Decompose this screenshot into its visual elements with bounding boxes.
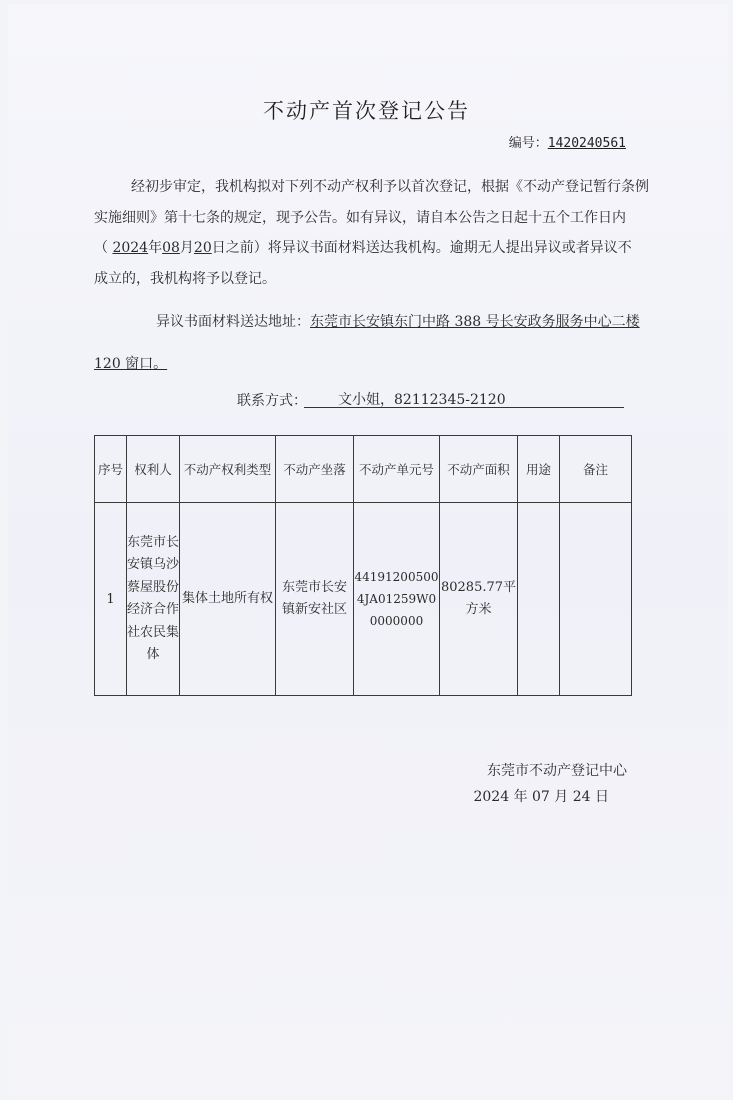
cell-location: 东莞市长安镇新安社区 [276,503,354,696]
header-holder: 权利人 [127,436,180,503]
cell-remark [560,503,632,696]
deadline-month-unit: 月 [179,240,194,256]
deadline-day: 20 [193,240,212,256]
body-line-3 [94,233,634,264]
table-header-row [95,436,632,503]
issue-date: 2024 年 07 月 24 日 [473,789,609,805]
address-value-2: 120 窗口。 [94,356,168,372]
cell-unit-no: 441912005004JA01259W00000000 [354,503,440,696]
notice-body [94,172,649,294]
document-number-value: 1420240561 [547,136,626,151]
objection-address [94,301,640,385]
body-line-3-start: （ [94,240,113,256]
contact-value: 文小姐，82112345-2120 [338,392,506,408]
header-remark: 备注 [560,436,632,503]
body-line-2: 实施细则》第十七条的规定，现予公告。如有异议，请自本公告之日起十五个工作日内 [94,209,626,226]
deadline-month: 08 [162,240,180,256]
document-number [509,132,626,151]
contact-label: 联系方式： [237,393,307,409]
document-number-label: 编号： [508,136,548,151]
cell-seq: 1 [95,503,127,696]
cell-area: 80285.77平方米 [440,503,518,696]
header-right-type: 不动产权利类型 [180,436,276,503]
deadline-year-unit: 年 [148,240,163,256]
header-unit-no: 不动产单元号 [354,436,440,503]
body-line-3-end: 日之前）将异议书面材料送达我机构。逾期无人提出异议或者异议不 [211,240,632,256]
header-area: 不动产面积 [440,436,518,503]
cell-usage [518,503,560,696]
cell-holder: 东莞市长安镇乌沙蔡屋股份经济合作社农民集体 [127,503,180,696]
address-value-1: 东莞市长安镇东门中路 388 号长安政务服务中心二楼 [310,314,640,330]
page-title: 不动产首次登记公告 [263,99,470,123]
issuing-authority: 东莞市不动产登记中心 [487,763,627,779]
header-seq: 序号 [95,436,127,503]
address-label: 异议书面材料送达地址： [156,314,310,330]
body-line-4: 成立的，我机构将予以登记。 [94,270,276,287]
header-usage: 用途 [518,436,560,503]
body-line-1: 经初步审定，我机构拟对下列不动产权利予以首次登记，根据《不动产登记暂行条例 [131,179,649,195]
deadline-year: 2024 [112,240,149,256]
registration-table [94,435,632,696]
table-row [95,503,632,696]
header-location: 不动产坐落 [276,436,354,503]
cell-right-type: 集体土地所有权 [180,503,276,696]
